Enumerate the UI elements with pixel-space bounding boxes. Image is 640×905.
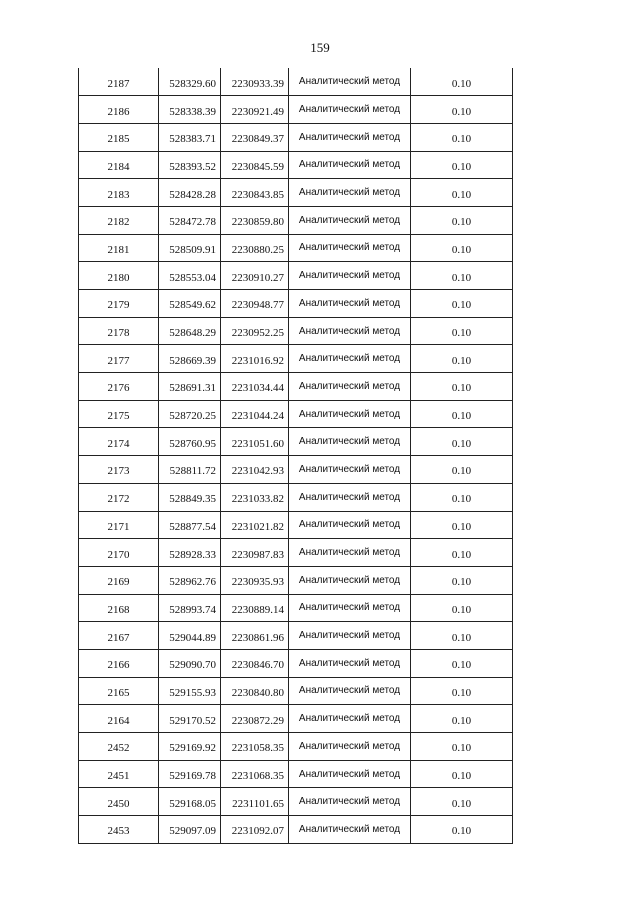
point-number-cell: 2184 <box>79 151 159 179</box>
method-cell: Аналитический метод <box>289 290 411 318</box>
point-number-cell: 2164 <box>79 705 159 733</box>
table-row <box>79 760 513 788</box>
y-coordinate-cell: 2231033.82 <box>221 483 289 511</box>
y-coordinate-cell: 2230843.85 <box>221 179 289 207</box>
error-cell: 0.10 <box>411 151 513 179</box>
table-row <box>79 373 513 401</box>
y-coordinate-cell: 2230859.80 <box>221 206 289 234</box>
error-cell: 0.10 <box>411 262 513 290</box>
point-number-cell: 2170 <box>79 539 159 567</box>
point-number-cell: 2181 <box>79 234 159 262</box>
y-coordinate-cell: 2231042.93 <box>221 456 289 484</box>
y-coordinate-cell: 2231034.44 <box>221 373 289 401</box>
point-number-cell: 2451 <box>79 760 159 788</box>
x-coordinate-cell: 528849.35 <box>159 483 221 511</box>
method-cell: Аналитический метод <box>289 151 411 179</box>
method-cell: Аналитический метод <box>289 206 411 234</box>
point-number-cell: 2174 <box>79 428 159 456</box>
point-number-cell: 2186 <box>79 96 159 124</box>
error-cell: 0.10 <box>411 206 513 234</box>
method-cell: Аналитический метод <box>289 733 411 761</box>
y-coordinate-cell: 2230948.77 <box>221 290 289 318</box>
x-coordinate-cell: 528720.25 <box>159 400 221 428</box>
y-coordinate-cell: 2231021.82 <box>221 511 289 539</box>
page-number: 159 <box>310 40 330 55</box>
point-number-cell: 2453 <box>79 816 159 844</box>
point-number-cell: 2182 <box>79 206 159 234</box>
error-cell: 0.10 <box>411 290 513 318</box>
error-cell: 0.10 <box>411 123 513 151</box>
table-row <box>79 123 513 151</box>
y-coordinate-cell: 2230935.93 <box>221 566 289 594</box>
table-row <box>79 788 513 816</box>
x-coordinate-cell: 529168.05 <box>159 788 221 816</box>
y-coordinate-cell: 2230845.59 <box>221 151 289 179</box>
method-cell: Аналитический метод <box>289 428 411 456</box>
table-row <box>79 566 513 594</box>
table-row <box>79 317 513 345</box>
table-row <box>79 96 513 124</box>
method-cell: Аналитический метод <box>289 456 411 484</box>
point-number-cell: 2185 <box>79 123 159 151</box>
error-cell: 0.10 <box>411 428 513 456</box>
x-coordinate-cell: 528472.78 <box>159 206 221 234</box>
point-number-cell: 2450 <box>79 788 159 816</box>
y-coordinate-cell: 2230933.39 <box>221 68 289 96</box>
y-coordinate-cell: 2231101.65 <box>221 788 289 816</box>
y-coordinate-cell: 2230880.25 <box>221 234 289 262</box>
error-cell: 0.10 <box>411 677 513 705</box>
method-cell: Аналитический метод <box>289 123 411 151</box>
point-number-cell: 2173 <box>79 456 159 484</box>
x-coordinate-cell: 528509.91 <box>159 234 221 262</box>
y-coordinate-cell: 2230861.96 <box>221 622 289 650</box>
y-coordinate-cell: 2231068.35 <box>221 760 289 788</box>
x-coordinate-cell: 529044.89 <box>159 622 221 650</box>
y-coordinate-cell: 2230987.83 <box>221 539 289 567</box>
y-coordinate-cell: 2230872.29 <box>221 705 289 733</box>
x-coordinate-cell: 529090.70 <box>159 649 221 677</box>
point-number-cell: 2172 <box>79 483 159 511</box>
error-cell: 0.10 <box>411 594 513 622</box>
error-cell: 0.10 <box>411 317 513 345</box>
method-cell: Аналитический метод <box>289 345 411 373</box>
x-coordinate-cell: 528993.74 <box>159 594 221 622</box>
method-cell: Аналитический метод <box>289 373 411 401</box>
y-coordinate-cell: 2230846.70 <box>221 649 289 677</box>
error-cell: 0.10 <box>411 539 513 567</box>
table-row <box>79 677 513 705</box>
y-coordinate-cell: 2230889.14 <box>221 594 289 622</box>
table-row <box>79 234 513 262</box>
method-cell: Аналитический метод <box>289 511 411 539</box>
coordinates-table-body <box>79 68 513 843</box>
y-coordinate-cell: 2230849.37 <box>221 123 289 151</box>
table-row <box>79 816 513 844</box>
method-cell: Аналитический метод <box>289 179 411 207</box>
table-row <box>79 290 513 318</box>
x-coordinate-cell: 529097.09 <box>159 816 221 844</box>
x-coordinate-cell: 528877.54 <box>159 511 221 539</box>
error-cell: 0.10 <box>411 483 513 511</box>
table-row <box>79 206 513 234</box>
method-cell: Аналитический метод <box>289 68 411 96</box>
x-coordinate-cell: 529169.78 <box>159 760 221 788</box>
error-cell: 0.10 <box>411 816 513 844</box>
error-cell: 0.10 <box>411 456 513 484</box>
table-row <box>79 594 513 622</box>
point-number-cell: 2187 <box>79 68 159 96</box>
point-number-cell: 2168 <box>79 594 159 622</box>
table-row <box>79 649 513 677</box>
table-row <box>79 705 513 733</box>
error-cell: 0.10 <box>411 622 513 650</box>
point-number-cell: 2176 <box>79 373 159 401</box>
method-cell: Аналитический метод <box>289 649 411 677</box>
method-cell: Аналитический метод <box>289 262 411 290</box>
point-number-cell: 2183 <box>79 179 159 207</box>
method-cell: Аналитический метод <box>289 483 411 511</box>
table-row <box>79 733 513 761</box>
point-number-cell: 2452 <box>79 733 159 761</box>
x-coordinate-cell: 528669.39 <box>159 345 221 373</box>
x-coordinate-cell: 528691.31 <box>159 373 221 401</box>
error-cell: 0.10 <box>411 234 513 262</box>
y-coordinate-cell: 2231016.92 <box>221 345 289 373</box>
table-row <box>79 400 513 428</box>
error-cell: 0.10 <box>411 345 513 373</box>
method-cell: Аналитический метод <box>289 539 411 567</box>
method-cell: Аналитический метод <box>289 816 411 844</box>
point-number-cell: 2165 <box>79 677 159 705</box>
table-row <box>79 179 513 207</box>
error-cell: 0.10 <box>411 373 513 401</box>
table-row <box>79 622 513 650</box>
x-coordinate-cell: 528549.62 <box>159 290 221 318</box>
point-number-cell: 2180 <box>79 262 159 290</box>
table-row <box>79 428 513 456</box>
table-row <box>79 511 513 539</box>
x-coordinate-cell: 529170.52 <box>159 705 221 733</box>
y-coordinate-cell: 2230840.80 <box>221 677 289 705</box>
method-cell: Аналитический метод <box>289 566 411 594</box>
x-coordinate-cell: 528928.33 <box>159 539 221 567</box>
x-coordinate-cell: 528760.95 <box>159 428 221 456</box>
point-number-cell: 2178 <box>79 317 159 345</box>
x-coordinate-cell: 528338.39 <box>159 96 221 124</box>
table-row <box>79 68 513 96</box>
y-coordinate-cell: 2231058.35 <box>221 733 289 761</box>
method-cell: Аналитический метод <box>289 594 411 622</box>
table-row <box>79 483 513 511</box>
point-number-cell: 2167 <box>79 622 159 650</box>
y-coordinate-cell: 2230952.25 <box>221 317 289 345</box>
point-number-cell: 2175 <box>79 400 159 428</box>
table-row <box>79 262 513 290</box>
x-coordinate-cell: 529169.92 <box>159 733 221 761</box>
error-cell: 0.10 <box>411 179 513 207</box>
y-coordinate-cell: 2231051.60 <box>221 428 289 456</box>
x-coordinate-cell: 528648.29 <box>159 317 221 345</box>
error-cell: 0.10 <box>411 400 513 428</box>
error-cell: 0.10 <box>411 511 513 539</box>
point-number-cell: 2169 <box>79 566 159 594</box>
point-number-cell: 2177 <box>79 345 159 373</box>
coordinates-table <box>78 68 513 844</box>
table-row <box>79 151 513 179</box>
method-cell: Аналитический метод <box>289 788 411 816</box>
method-cell: Аналитический метод <box>289 705 411 733</box>
table-row <box>79 456 513 484</box>
table-row <box>79 539 513 567</box>
y-coordinate-cell: 2230910.27 <box>221 262 289 290</box>
error-cell: 0.10 <box>411 96 513 124</box>
method-cell: Аналитический метод <box>289 677 411 705</box>
error-cell: 0.10 <box>411 705 513 733</box>
error-cell: 0.10 <box>411 68 513 96</box>
x-coordinate-cell: 528393.52 <box>159 151 221 179</box>
table-row <box>79 345 513 373</box>
y-coordinate-cell: 2231044.24 <box>221 400 289 428</box>
method-cell: Аналитический метод <box>289 234 411 262</box>
error-cell: 0.10 <box>411 649 513 677</box>
x-coordinate-cell: 528962.76 <box>159 566 221 594</box>
point-number-cell: 2179 <box>79 290 159 318</box>
method-cell: Аналитический метод <box>289 760 411 788</box>
y-coordinate-cell: 2231092.07 <box>221 816 289 844</box>
point-number-cell: 2171 <box>79 511 159 539</box>
method-cell: Аналитический метод <box>289 622 411 650</box>
x-coordinate-cell: 528383.71 <box>159 123 221 151</box>
error-cell: 0.10 <box>411 733 513 761</box>
method-cell: Аналитический метод <box>289 317 411 345</box>
x-coordinate-cell: 529155.93 <box>159 677 221 705</box>
method-cell: Аналитический метод <box>289 400 411 428</box>
error-cell: 0.10 <box>411 760 513 788</box>
x-coordinate-cell: 528428.28 <box>159 179 221 207</box>
x-coordinate-cell: 528811.72 <box>159 456 221 484</box>
method-cell: Аналитический метод <box>289 96 411 124</box>
y-coordinate-cell: 2230921.49 <box>221 96 289 124</box>
x-coordinate-cell: 528329.60 <box>159 68 221 96</box>
point-number-cell: 2166 <box>79 649 159 677</box>
error-cell: 0.10 <box>411 566 513 594</box>
error-cell: 0.10 <box>411 788 513 816</box>
x-coordinate-cell: 528553.04 <box>159 262 221 290</box>
